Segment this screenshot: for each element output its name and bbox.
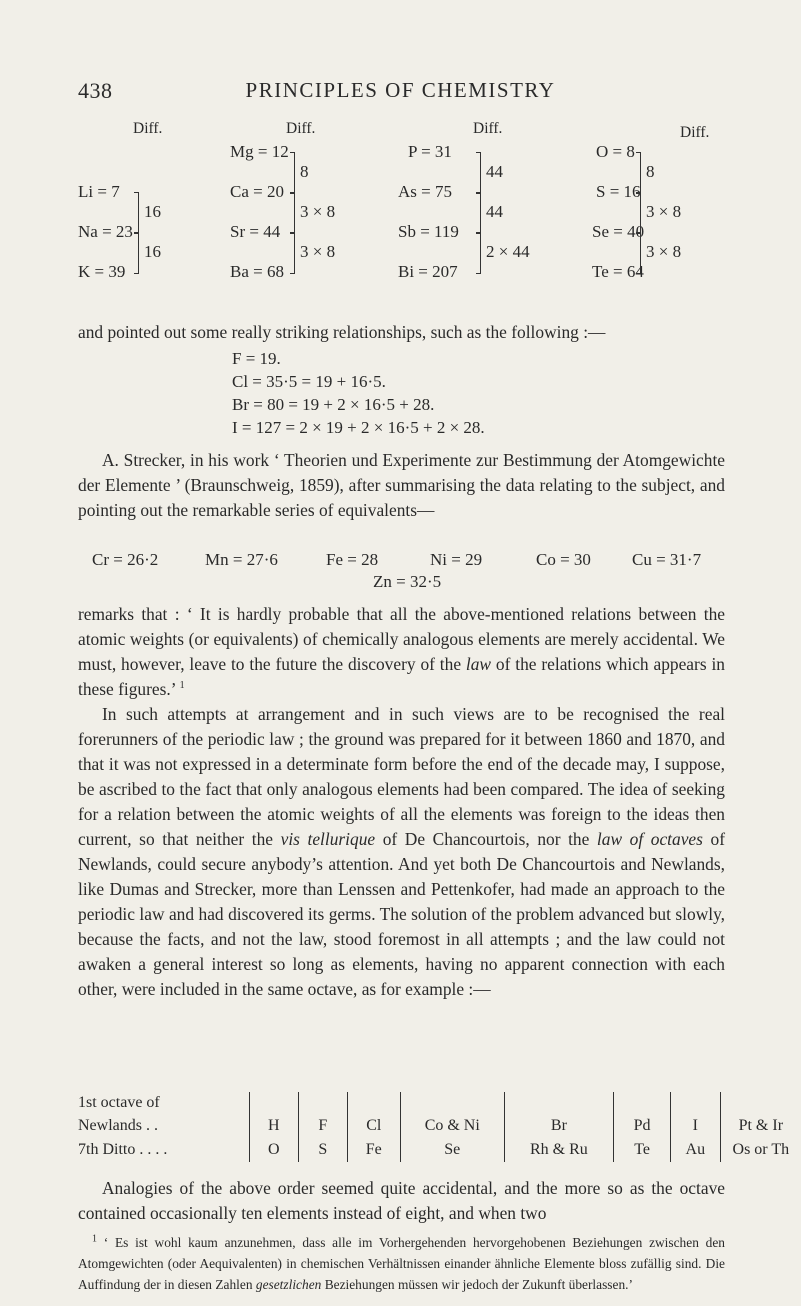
table-cell: Fe [347,1138,400,1162]
table-cell: Co & Ni [400,1114,504,1138]
diff-header: Diff. [473,120,503,137]
table-cell: F [298,1114,347,1138]
triad-element: K = 39 [78,262,126,281]
table-cell: Pt & Ir [720,1114,801,1138]
footnote [78,1232,725,1295]
formula-line: Cl = 35·5 = 19 + 16·5. [232,372,386,391]
triad-element: S = 16 [596,182,641,201]
triad-group-alkali [78,120,198,290]
remarks-text-end: of the relations which appears in these figures.’ [78,654,725,699]
main-paragraph [78,702,725,1002]
triad-difference: 3 × 8 [646,202,682,221]
table-cell: H [249,1114,298,1138]
row-label: 1st octave of [78,1094,160,1111]
triad-difference: 8 [300,162,309,181]
table-row [78,1092,801,1114]
brace [476,232,481,274]
octave-table [78,1092,801,1162]
equivalent: Zn = 32·5 [373,572,442,591]
triad-difference: 2 × 44 [486,242,530,261]
main-text: of De Chancourtois, nor the [375,829,597,849]
triad-group-oxygen [592,120,732,290]
footnote-mark: 1 [92,1233,97,1245]
triad-group-nitrogen [398,120,548,290]
triad-difference: 44 [486,162,503,181]
diff-header: Diff. [133,120,163,137]
triad-element: As = 75 [398,182,452,201]
triad-element: Ca = 20 [230,182,284,201]
triad-element: Sr = 44 [230,222,281,241]
table-cell: Se [400,1138,504,1162]
table-cell: Te [614,1138,671,1162]
brace [134,232,139,274]
brace [476,192,481,234]
remarks-text: remarks that : ‘ It is hardly probable that all the above-mentioned relations between the atomic weights (or equivalents) of chemically analogous elements are merely accidental. We must, however, leave to the future the discovery of the [78,604,725,674]
strecker-paragraph: A. Strecker, in his work ‘ Theorien und Experimente zur Bestimmung der Atomgewichte der Elemente ’ (Braunschweig, 1859), after summarising the data relating to the subject, and pointing out the remarkable series of equivalents— [78,450,725,520]
footnote-italic: gesetzlichen [255,1277,322,1292]
triad-element: Na = 23 [78,222,133,241]
brace [636,192,641,234]
table-cell: S [298,1138,347,1162]
equivalent: Cu = 31·7 [632,550,702,569]
page-number: 438 [78,78,113,103]
footnote-ref[interactable]: 1 [179,680,185,692]
table-cell: Au [671,1138,721,1162]
triad-element: Te = 64 [592,262,644,281]
equivalent: Ni = 29 [430,550,483,569]
formula-line: Br = 80 = 19 + 2 × 16·5 + 28. [232,395,435,414]
brace [636,232,641,274]
triad-difference: 3 × 8 [300,242,336,261]
remarks-paragraph [78,602,725,702]
triad-element: Ba = 68 [230,262,284,281]
running-title: PRINCIPLES OF CHEMISTRY [245,78,556,102]
table-row [78,1138,801,1162]
row-label: 7th Ditto . . . . [78,1141,168,1158]
equivalent: Co = 30 [536,550,591,569]
triad-element: Sb = 119 [398,222,459,241]
diff-header: Diff. [680,124,710,141]
triad-element: Mg = 12 [230,142,289,161]
equivalent: Mn = 27·6 [205,550,278,569]
triad-difference: 16 [144,202,161,221]
table-cell: Pd [614,1114,671,1138]
table-row [78,1114,801,1138]
formula-line: F = 19. [232,349,281,368]
intro-line: and pointed out some really striking relationships, such as the following :— [78,322,606,342]
table-cell: I [671,1114,721,1138]
triad-difference: 16 [144,242,161,261]
triad-difference: 44 [486,202,503,221]
brace [636,152,641,194]
triad-element: P = 31 [408,142,452,161]
table-cell: Rh & Ru [504,1138,613,1162]
triad-element: Li = 7 [78,182,120,201]
main-italic-vis-tellurique: vis tellurique [280,829,376,849]
main-text: of Newlands, could secure anybody’s attention. And yet both De Chancourtois and Newlands, like Dumas and Strecker, more than Lenssen and Pettenkofer, had made an approach to the periodic law and had discovered its germs. The solution of the problem advanced but slowly, because the facts, and not the law, stood foremost in all attempts ; and the law could not awaken a general interest so long as elements, having no apparent connection with each other, were included in the same octave, as for example :— [78,829,725,999]
brace [476,152,481,194]
brace [134,192,139,234]
triad-difference: 8 [646,162,655,181]
table-cell: Os or Th [720,1138,801,1162]
triad-element: Se = 40 [592,222,645,241]
brace [290,232,295,274]
brace [290,152,295,194]
triad-element: O = 8 [596,142,635,161]
formula-line: I = 127 = 2 × 19 + 2 × 16·5 + 2 × 28. [232,418,485,437]
footnote-text: ‘ Es ist wohl kaum anzunehmen, dass alle im Vorhergehenden hervorgehobenen Beziehungen zwischen den Atomgewichten (oder Aequivalenten) in chemischen Verhältnissen einander ähnliche Elemente bloss zufällig sind. Die Auffindung der in diesen Zahlen [78,1235,725,1292]
footnote-text-end: Beziehungen müssen wir jedoch der Zukunft überlassen.’ [321,1277,633,1292]
triad-group-alkaline-earth [230,120,360,290]
brace [290,192,295,234]
closing-paragraph: Analogies of the above order seemed quite accidental, and the more so as the octave contained occasionally ten elements instead of eight, and when two [78,1178,725,1223]
equivalent: Cr = 26·2 [92,550,159,569]
remarks-italic: law [465,654,492,674]
table-cell: O [249,1138,298,1162]
main-text: In such attempts at arrangement and in such views are to be recognised the real forerunners of the periodic law ; the ground was prepared for it between 1860 and 1870, and that it was not expressed in a determinate form before the end of the decade may, I suppose, be ascribed to the fact that only analogous elements had been compared. The idea of seeking for a relation between the atomic weights of all the elements was foreign to the ideas then current, so that neither the [78,704,725,849]
triad-element: Bi = 207 [398,262,458,281]
equivalent: Fe = 28 [326,550,379,569]
triad-difference: 3 × 8 [646,242,682,261]
diff-header: Diff. [286,120,316,137]
main-italic-law-of-octaves: law of octaves [596,829,703,849]
row-label: Newlands . . [78,1117,158,1134]
table-cell: Br [504,1114,613,1138]
table-cell: Cl [347,1114,400,1138]
triad-difference: 3 × 8 [300,202,336,221]
